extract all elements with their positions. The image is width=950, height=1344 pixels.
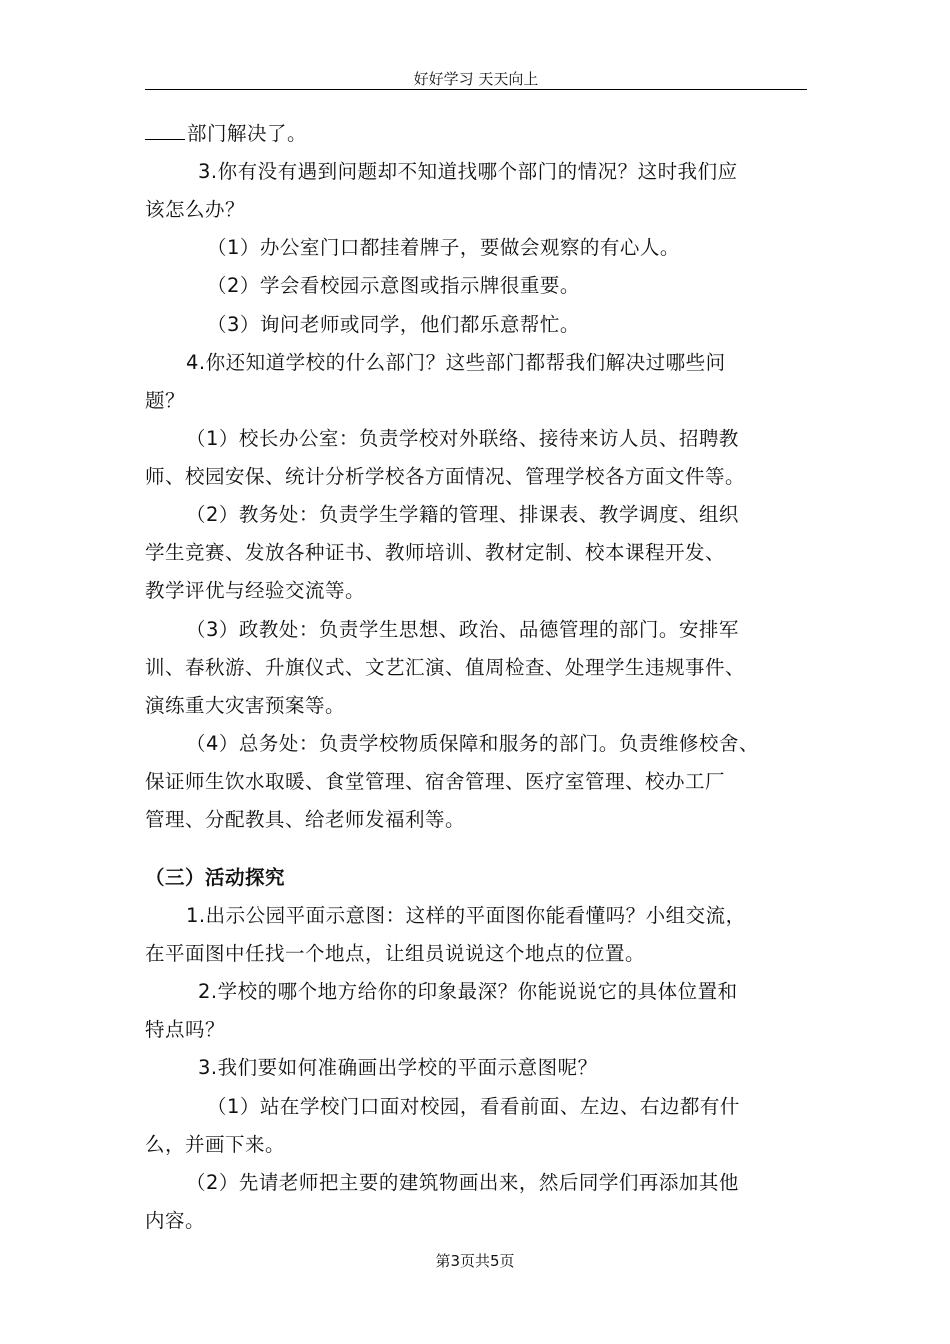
dept-political-line-2: 训、春秋游、升旗仪式、文艺汇演、值周检查、处理学生违规事件、 (145, 656, 746, 679)
dept-academic-line-3: 教学评优与经验交流等。 (145, 579, 366, 602)
answer-3-3: （3）询问老师或同学，他们都乐意帮忙。 (207, 313, 580, 336)
dept-general-line-3: 管理、分配教具、给老师发福利等。 (145, 808, 466, 831)
activity-2-line-2: 特点吗？ (145, 1018, 226, 1041)
question-3-line-1: 3.你有没有遇到问题却不知道找哪个部门的情况？这时我们应 (198, 160, 738, 183)
dept-political-line-1: （3）政教处：负责学生思想、政治、品德管理的部门。安排军 (186, 618, 739, 641)
activity-3: 3.我们要如何准确画出学校的平面示意图呢？ (198, 1056, 598, 1079)
paragraph-line: 部门解决了。 (145, 118, 307, 146)
question-4-line-2: 题？ (145, 389, 186, 412)
header-divider (145, 89, 807, 90)
dept-academic-line-2: 学生竞赛、发放各种证书、教师培训、教材定制、校本课程开发、 (145, 541, 726, 564)
activity-2-line-1: 2.学校的哪个地方给你的印象最深？你能说说它的具体位置和 (198, 980, 738, 1003)
dept-principal-line-2: 师、校园安保、统计分析学校各方面情况、管理学校各方面文件等。 (145, 465, 746, 488)
activity-3-2-line-2: 内容。 (145, 1209, 206, 1232)
question-3-line-2: 该怎么办？ (145, 198, 246, 221)
activity-3-2-line-1: （2）先请老师把主要的建筑物画出来，然后同学们再添加其他 (186, 1171, 739, 1194)
dept-academic-line-1: （2）教务处：负责学生学籍的管理、排课表、教学调度、组织 (186, 503, 739, 526)
answer-3-2: （2）学会看校园示意图或指示牌很重要。 (207, 274, 580, 297)
dept-principal-line-1: （1）校长办公室：负责学校对外联络、接待来访人员、招聘教 (186, 427, 739, 450)
dept-general-line-2: 保证师生饮水取暖、食堂管理、宿舍管理、医疗室管理、校办工厂 (145, 770, 726, 793)
page-number: 第3页共5页 (435, 1252, 515, 1270)
activity-1-line-2: 在平面图中任找一个地点，让组员说说这个地点的位置。 (145, 942, 646, 965)
question-4-line-1: 4.你还知道学校的什么部门？这些部门都帮我们解决过哪些问 (186, 351, 726, 374)
dept-political-line-3: 演练重大灾害预案等。 (145, 694, 346, 717)
page-header: 好好学习 天天向上 (413, 70, 539, 88)
activity-3-1-line-2: 么，并画下来。 (145, 1133, 286, 1156)
activity-3-1-line-1: （1）站在学校门口面对校园，看看前面、左边、右边都有什 (207, 1095, 740, 1118)
activity-1-line-1: 1.出示公园平面示意图：这样的平面图你能看懂吗？小组交流， (186, 904, 746, 927)
dept-general-line-1: （4）总务处：负责学校物质保障和服务的部门。负责维修校舍、 (186, 732, 759, 755)
fill-in-blank (145, 138, 185, 140)
section-heading: （三）活动探究 (145, 866, 286, 889)
answer-3-1: （1）办公室门口都挂着牌子，要做会观察的有心人。 (207, 236, 680, 259)
